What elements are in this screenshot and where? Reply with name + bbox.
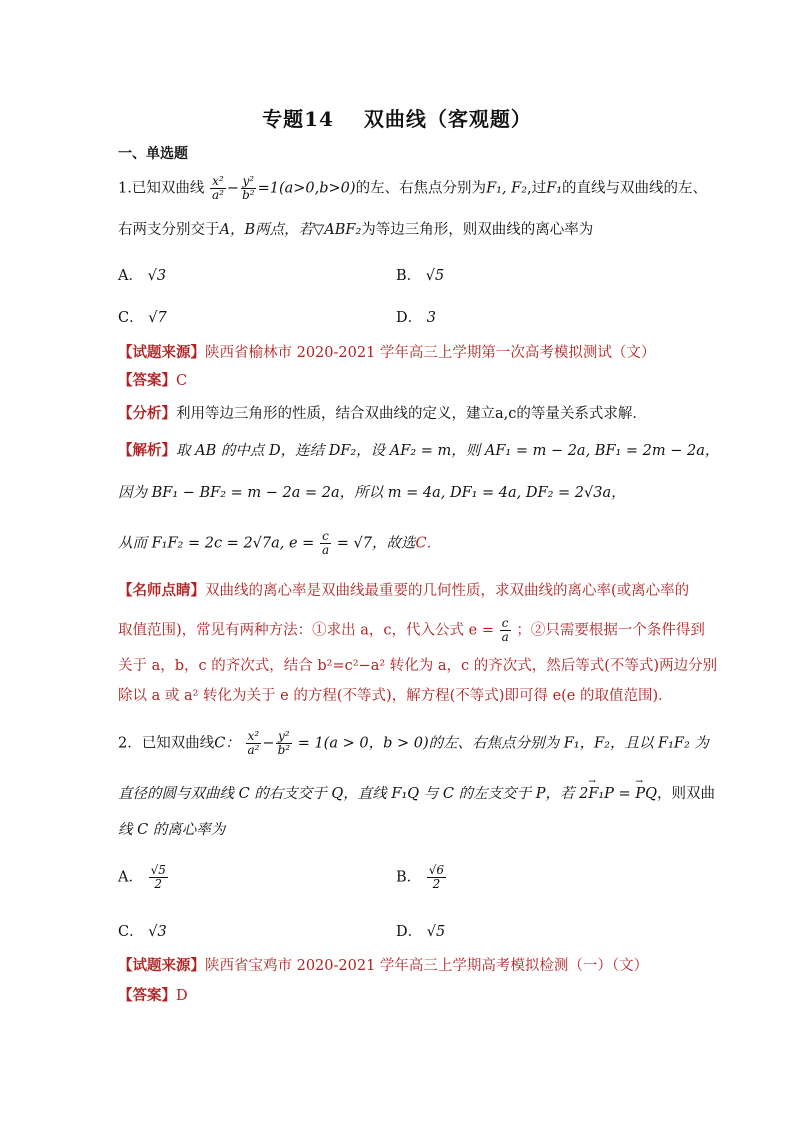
q1-line2: 右两支分别交于A，B两点，若▽ABF₂为等边三角形，则双曲线的离心率为 [118, 222, 594, 238]
q2-option-d[interactable]: D． √5 [396, 924, 446, 940]
q2-answer: 【答案】D [118, 987, 188, 1004]
q2-line1: 2．已知双曲线C： $\frac{\text{x²}}{\text{a²}}$ − $\frac{\text{y²}}{\text{b²}}$ = 1(a > 0，b > 0)的左、右焦点分别为 F₁，F₂，且以 F₁F₂ 为 [118, 729, 709, 757]
q1-option-b[interactable]: B． √5 [396, 268, 445, 284]
q1-answer: 【答案】C [118, 372, 188, 389]
q1-solution-2: 因为 BF₁ − BF₂ = m − 2a = 2a，所以 m = 4a, DF₁ = 4a, DF₂ = 2√3a， [118, 485, 626, 501]
title-prefix: 专题14 [262, 107, 334, 131]
fraction: $\frac{\text{x²}}{\text{a²}}$ [211, 174, 224, 202]
q1-line1: 1.已知双曲线 $\frac{\text{x²}}{\text{a²}}$ − $\frac{\text{y²}}{\text{b²}}$ =1(a>0,b>0)的左、右焦点分别为F₁, F₂,过F₁的直线与双曲线的左、 [118, 174, 708, 202]
q1-solution-1: 【解析】取 AB 的中点 D，连结 DF₂，设 AF₂ = m，则 AF₁ = m − 2a, BF₁ = 2m − 2a， [118, 442, 720, 459]
q2-source: 【试题来源】陕西省宝鸡市 2020-2021 学年高三上学期高考模拟检测（一）（文） [118, 957, 649, 974]
q2-option-b[interactable]: B． $\frac{√6}{2}$ [396, 863, 445, 891]
q1-tips-4: 除以 a 或 a² 转化为关于 e 的方程(不等式)，解方程(不等式)即可得 e(e 的取值范围)． [118, 688, 673, 704]
page-title [0, 103, 794, 132]
fraction: $\frac{\text{y²}}{\text{b²}}$ [242, 174, 255, 202]
q1-option-c[interactable]: C． √7 [118, 310, 167, 326]
q1-source: 【试题来源】陕西省榆林市 2020-2021 学年高三上学期第一次高考模拟测试（文） [118, 344, 656, 361]
q1-analysis: 【分析】利用等边三角形的性质，结合双曲线的定义，建立a,c的等量关系式求解． [118, 405, 647, 422]
q2-option-c[interactable]: C． √3 [118, 924, 167, 940]
q2-line3: 线 C 的离心率为 [118, 822, 226, 838]
q1-solution-3: 从而 F₁F₂ = 2c = 2√7a, e = $\frac{c}{a}$ = √7，故选C． [118, 529, 442, 557]
q2-option-a[interactable]: A． $\frac{√5}{2}$ [118, 863, 166, 891]
q2-line2: 直径的圆与双曲线 C 的右支交于 Q，直线 F₁Q 与 C 的左支交于 P，若 2→ F₁P = → PQ，则双曲 [118, 783, 715, 805]
section-heading: 一、单选题 [118, 146, 188, 162]
q1-tips-2: 取值范围)，常见有两种方法：①求出 a，c，代入公式 e = $\frac{c}{a}$ ；②只需要根据一个条件得到 [118, 616, 705, 644]
q1-option-d[interactable]: D． 3 [396, 310, 436, 326]
q1-tips-3: 关于 a，b，c 的齐次式，结合 b²=c²−a² 转化为 a，c 的齐次式，然后等式(不等式)两边分别 [118, 658, 718, 674]
title-main: 双曲线（客观题） [363, 107, 532, 131]
q1-option-a[interactable]: A． √3 [118, 268, 167, 284]
q1-tips-1: 【名师点睛】双曲线的离心率是双曲线最重要的几何性质，求双曲线的离心率(或离心率的 [118, 582, 690, 599]
